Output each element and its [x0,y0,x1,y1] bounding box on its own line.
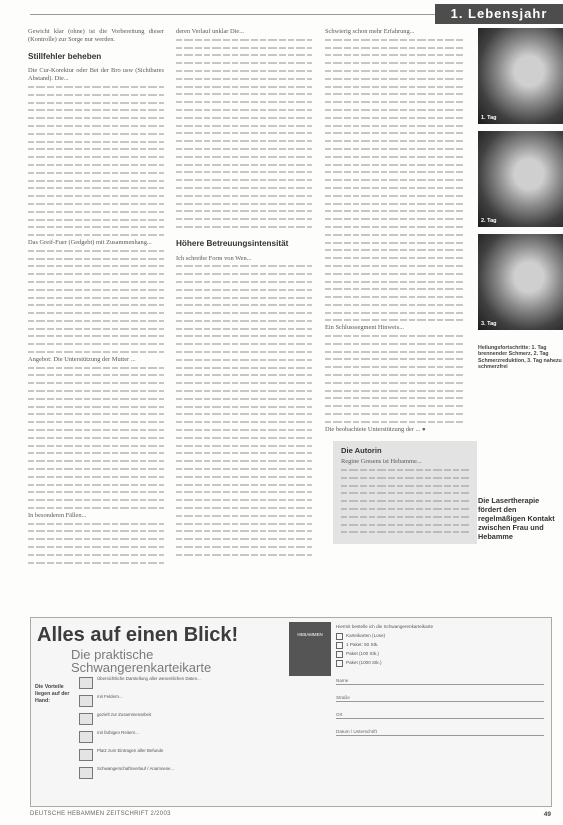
order-option-checkbox[interactable]: Karteikarten (Lose) [336,632,544,641]
body-text-block [28,83,164,239]
order-option-checkbox[interactable]: Paket (1000 Stk.) [336,659,544,668]
field-label: Datum / Unterschrift [336,729,377,734]
col1-p2: Das Greif-Fuer (Gedgebt) mit Zusammenhang... [28,238,152,246]
list-item: gezielt zur Zusammenarbeit [79,712,334,730]
ad-subtitle-line-2: Schwangerenkarteikarte [71,660,212,675]
col1-p3: Angebot: Die Unterstützung der Mutter ... [28,355,136,363]
ad-feature-list [79,676,334,784]
publisher-logo: HEBAMMEN [289,622,331,676]
signature-field[interactable] [336,719,544,736]
col3-p1: Schwierig schon mehr Erfahrung... [325,28,415,35]
author-text: Regine Gresens ist Hebamme... [341,458,422,466]
col1-p4: In besonderen Fällen... [28,511,87,519]
body-text-block [28,364,164,512]
page-number: 49 [543,811,551,818]
order-form [336,624,544,736]
body-text-block [176,262,312,558]
author-text-lines [341,466,469,536]
ad-subtitle [71,648,211,674]
col2-p2: Ich schreibe Form von Wen... [176,254,252,262]
ad-advantages-label: Die Vorteile liegen auf der Hand: [35,684,70,704]
city-field[interactable] [336,702,544,719]
order-option-checkbox[interactable]: 1 Paket: 50 Stk. [336,641,544,650]
name-field[interactable] [336,668,544,685]
healing-photos [478,28,563,337]
list-item: mit Feldern... [79,694,334,712]
column-3 [325,28,465,544]
ad-header [31,618,276,675]
col3-p3: Die beobachtete Unterstützung der ... ● [325,426,465,434]
pull-quote: Die Lasertherapie fördert den regelmäßigen Kontakt zwischen Frau und Hebamme [478,496,555,541]
photo-label: 3. Tag [481,321,497,327]
journal-footer: DEUTSCHE HEBAMMEN ZEITSCHRIFT 2/2003 [30,811,171,817]
col1-p1: Die Cur-Korektur oder Bei der Bro usw (Sichtbares Abstand). Die... [28,67,164,83]
column-1 [28,28,164,566]
col1-intro: Gewicht klar (ohne) ist die Vorbereitung dieser (Kontrolle) zur Sorge nur werden. [28,28,164,43]
photo-label: 1. Tag [481,115,497,121]
field-label: Ort [336,712,343,717]
column-2 [176,28,312,559]
ad-title: Alles auf einen Blick! [37,624,239,646]
body-text-block [28,247,164,356]
col3-p2: Ein Schlusssegment Hinweis... [325,324,404,332]
list-item: Platz zum Eintragen aller Befunde [79,748,334,766]
heading-stillfehler: Stillfehler beheben [28,51,102,61]
body-text-block [325,332,465,426]
photo-day-2 [478,131,563,227]
street-field[interactable] [336,685,544,702]
photo-label: 2. Tag [481,218,497,224]
photo-caption: Heilungsfortschritte: 1. Tag brennender Schmerz, 2. Tag Schmerzreduktion, 3. Tag nahezu schmerzfrei [478,345,562,371]
advertisement [30,617,552,807]
section-label: 1. Lebensjahr [435,4,563,24]
order-option-checkbox[interactable]: Paket (100 Stk.) [336,650,544,659]
body-text-block [28,520,164,567]
field-label: Name [336,678,349,683]
author-title: Die Autorin [341,446,382,456]
ad-subtitle-line-1: Die praktische [71,647,154,662]
body-text-block [176,36,312,231]
author-box [333,441,477,544]
photo-day-1 [478,28,563,124]
order-intro: Hiermit bestelle ich die Schwangerenkarteikarte [336,624,434,629]
list-item: Schwangerschaftsverlauf / Anamnese... [79,766,334,784]
list-item: Übersichtliche Darstellung aller wesentlichen Daten... [79,676,334,694]
photo-day-3 [478,234,563,330]
heading-betreuung: Höhere Betreuungsintensität [176,238,289,248]
body-text-block [325,36,465,324]
field-label: Straße [336,695,350,700]
col2-p1: deren Verlauf unklar Die... [176,28,245,35]
list-item: mit farbigen Reitern... [79,730,334,748]
